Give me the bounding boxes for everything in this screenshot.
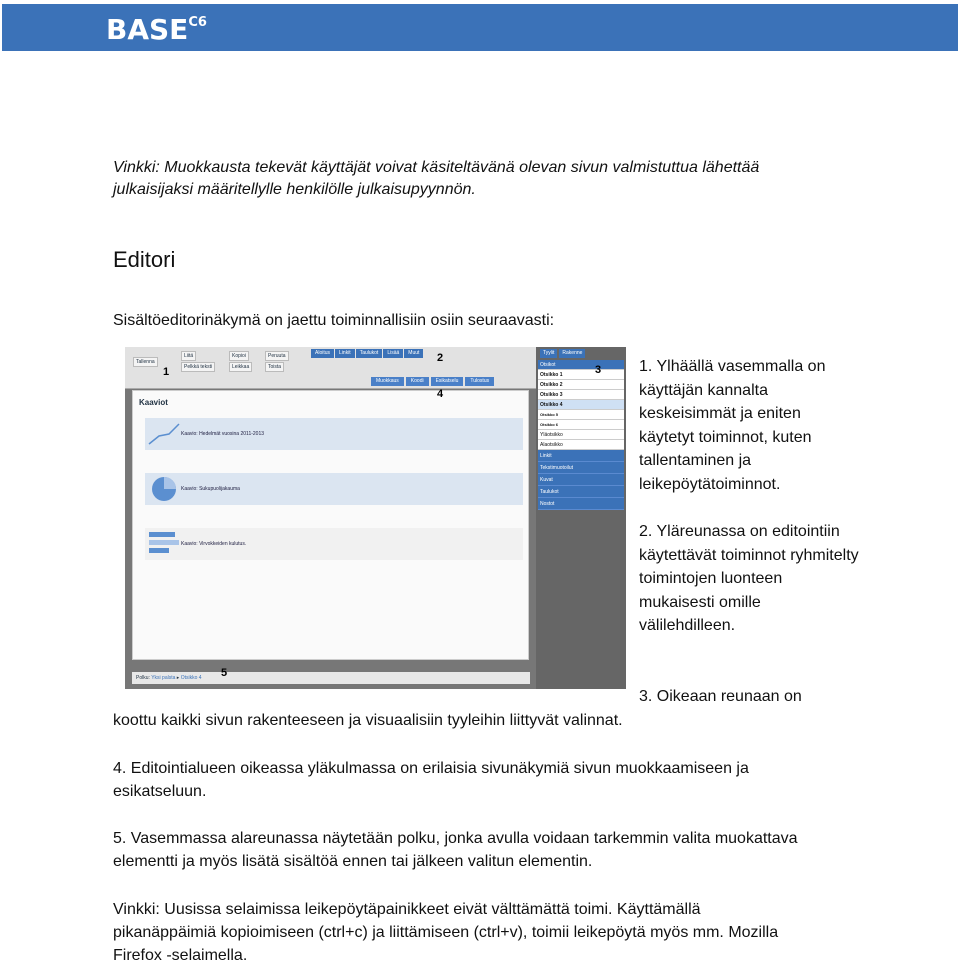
style-panel-tabs bbox=[540, 349, 585, 358]
marker-5: 5 bbox=[221, 667, 228, 679]
block-label: Kaavio: Virvokkeiden kulutus. bbox=[181, 541, 247, 547]
view-tab: Koodi bbox=[406, 377, 429, 386]
list-item-2: 2. Yläreunassa on editointiin käytettävät toiminnot ryhmitelty toimintojen luonteen mukaisesti omille välilehdilleen. bbox=[639, 523, 859, 634]
ribbon bbox=[125, 347, 536, 389]
page-heading: Editori bbox=[113, 247, 176, 272]
marker-4: 4 bbox=[437, 388, 444, 400]
redo-button-image: Toista bbox=[265, 362, 284, 372]
style-item: Otsikko 6 bbox=[538, 420, 624, 430]
ribbon-tab: Taulukot bbox=[356, 349, 383, 358]
style-item: Otsikot bbox=[538, 360, 624, 370]
list-item-4-line-2: esikatseluun. bbox=[113, 783, 207, 800]
style-item: Kuvat bbox=[538, 474, 624, 486]
list-item-3-end: koottu kaikki sivun rakenteeseen ja visuaalisiin tyyleihin liittyvät valinnat. bbox=[113, 712, 623, 729]
style-item: Alaotsikko bbox=[538, 440, 624, 450]
undo-button-image: Peruuta bbox=[265, 351, 289, 361]
list-item-5-line-2: elementti ja myös lisätä sisältöä ennen tai jälkeen valitun elementin. bbox=[113, 853, 593, 870]
line-chart-icon bbox=[147, 420, 181, 448]
view-tabs bbox=[371, 377, 494, 386]
tip2-line-1: Vinkki: Uusissa selaimissa leikepöytäpainikkeet eivät välttämättä toimi. Käyttämällä bbox=[113, 901, 701, 918]
list-item-1: 1. Ylhäällä vasemmalla on käyttäjän kannalta keskeisimmät ja eniten käytetyt toiminnot, kuten tallentaminen ja leikepöytätoiminnot. bbox=[639, 358, 826, 493]
bar-chart-icon bbox=[147, 530, 181, 558]
style-item: Yläotsikko bbox=[538, 430, 624, 440]
view-tab: Esikatselu bbox=[431, 377, 464, 386]
style-panel-tab: Rakenne bbox=[559, 349, 585, 358]
view-tab: Muokkaus bbox=[371, 377, 404, 386]
content-block bbox=[145, 528, 523, 560]
paste-plain-button-image: Pelkkä teksti bbox=[181, 362, 215, 372]
ribbon-tab: Aloitus bbox=[311, 349, 334, 358]
style-list bbox=[538, 360, 624, 510]
edit-canvas bbox=[132, 390, 529, 660]
style-panel-tab: Tyylit bbox=[540, 349, 557, 358]
list-item-4-line-1: 4. Editointialueen oikeassa yläkulmassa on erilaisia sivunäkymiä sivun muokkaamiseen ja bbox=[113, 760, 749, 777]
style-item: Otsikko 5 bbox=[538, 410, 624, 420]
style-item: Nostot bbox=[538, 498, 624, 510]
ribbon-tab: Muut bbox=[404, 349, 423, 358]
pie-chart-icon bbox=[149, 474, 179, 504]
style-item: Otsikko 3 bbox=[538, 390, 624, 400]
content-block bbox=[145, 418, 523, 450]
copy-button-image: Kopioi bbox=[229, 351, 249, 361]
marker-1: 1 bbox=[163, 366, 170, 378]
style-panel bbox=[536, 347, 626, 689]
path-bar: Polku: Yksi palsta ▸ Otsikko 4 bbox=[132, 672, 530, 684]
ribbon-tabs bbox=[311, 349, 423, 358]
tip2-line-2: pikanäppäimiä kopioimiseen (ctrl+c) ja liittämiseen (ctrl+v), toimii leikepöytä myös mm. Mozilla bbox=[113, 924, 779, 941]
marker-3: 3 bbox=[595, 364, 602, 376]
cut-button-image: Leikkaa bbox=[229, 362, 252, 372]
style-item: Taulukot bbox=[538, 486, 624, 498]
list-item-5-line-1: 5. Vasemmassa alareunassa näytetään polku, jonka avulla voidaan tarkemmin valita muokattava bbox=[113, 830, 798, 847]
style-item: Otsikko 1 bbox=[538, 370, 624, 380]
intro-text: Sisältöeditorinäkymä on jaettu toiminnallisiin osiin seuraavasti: bbox=[113, 312, 555, 329]
ribbon-tab: Lisää bbox=[383, 349, 403, 358]
save-button-image: Tallenna bbox=[133, 357, 158, 367]
view-tab: Tulostus bbox=[465, 377, 494, 386]
style-item: Otsikko 2 bbox=[538, 380, 624, 390]
paste-button-image: Liitä bbox=[181, 351, 196, 361]
block-label: Kaavio: Hedelmät vuosina 2011-2013 bbox=[181, 431, 265, 437]
tip-line-2: julkaisijaksi määritellylle henkilölle julkaisupyynnön. bbox=[113, 181, 476, 198]
header-bar bbox=[2, 4, 958, 51]
tip2-line-3: Firefox -selaimella. bbox=[113, 947, 248, 963]
canvas-title: Kaaviot bbox=[139, 398, 168, 407]
ribbon-tab: Linkit bbox=[335, 349, 355, 358]
editor-screenshot bbox=[125, 347, 626, 689]
logo: $BASE^{C6}$ bbox=[106, 13, 207, 46]
style-item: Tekstimuotoilut bbox=[538, 462, 624, 474]
block-label: Kaavio: Sukupuolijakauma bbox=[181, 486, 240, 492]
content-block bbox=[145, 473, 523, 505]
style-item: Otsikko 4 bbox=[538, 400, 624, 410]
tip-line-1: Vinkki: Muokkausta tekevät käyttäjät voivat käsiteltävänä olevan sivun valmistuttua lähettää bbox=[113, 159, 760, 176]
marker-2: 2 bbox=[437, 352, 444, 364]
style-item: Linkit bbox=[538, 450, 624, 462]
list-item-3-start: 3. Oikeaan reunaan on bbox=[639, 688, 802, 705]
